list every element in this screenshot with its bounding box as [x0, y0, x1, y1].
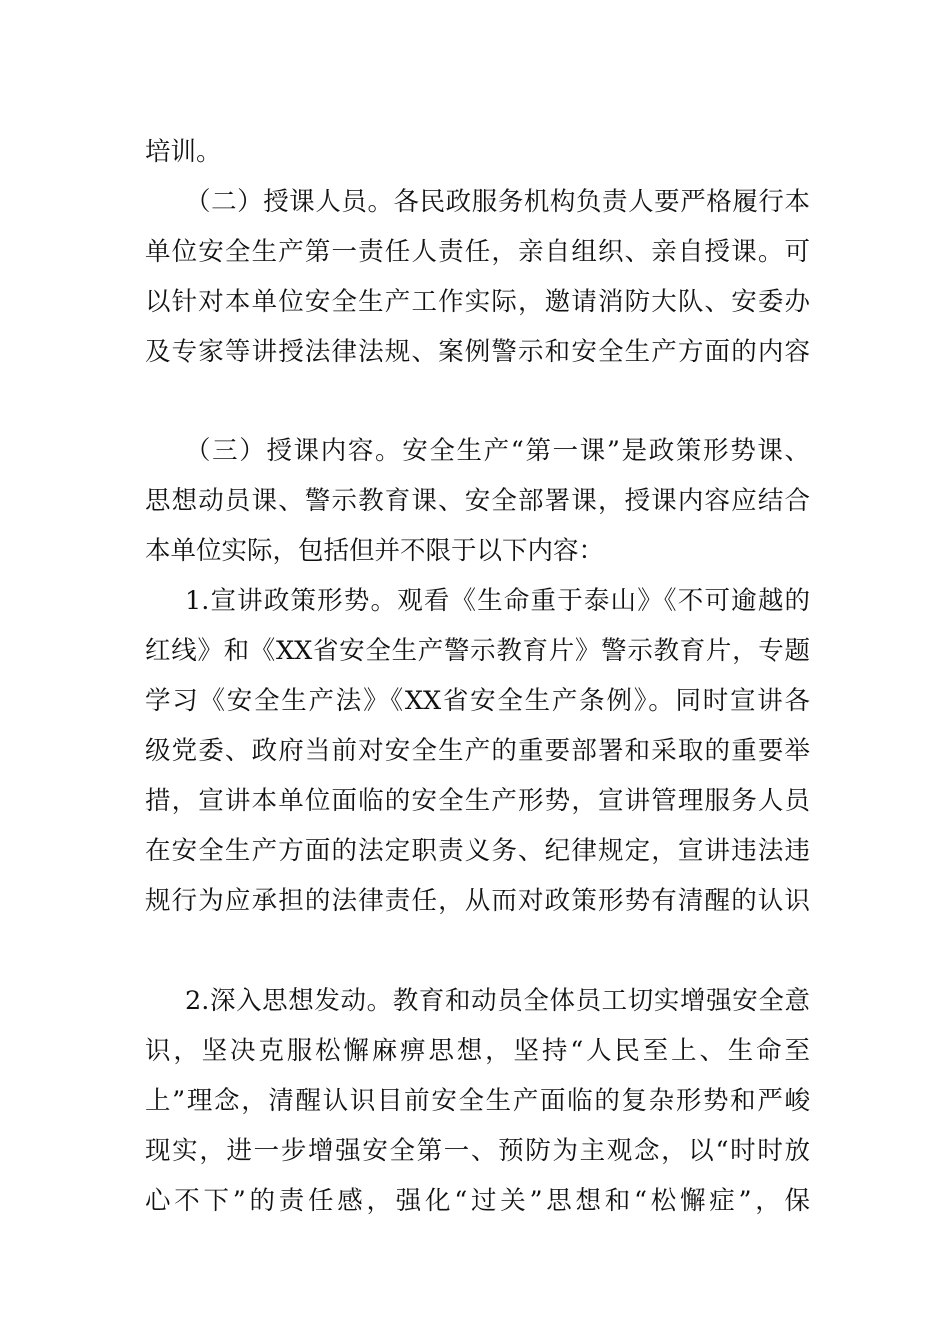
text-line: 红线》和《XX省安全生产警示教育片》警示教育片，专题 [145, 636, 810, 666]
text-line: 单位安全生产第一责任人责任，亲自组织、亲自授课。可 [145, 237, 810, 267]
text-line: 级党委、政府当前对安全生产的重要部署和采取的重要举 [145, 736, 810, 766]
text-line: 学习《安全生产法》《XX省安全生产条例》。同时宣讲各 [145, 686, 810, 716]
text-line: 及专家等讲授法律法规、案例警示和安全生产方面的内容 [145, 337, 810, 367]
text-line: （二）授课人员。各民政服务机构负责人要严格履行本 [185, 187, 810, 217]
text-line: （三）授课内容。安全生产“第一课”是政策形势课、 [185, 436, 810, 466]
text-line: 规行为应承担的法律责任，从而对政策形势有清醒的认识 [145, 886, 810, 916]
text-line: 心不下”的责任感，强化“过关”思想和“松懈症”，保 [145, 1186, 810, 1216]
text-line: 2.深入思想发动。教育和动员全体员工切实增强安全意 [185, 986, 810, 1016]
text-line: 培训。 [145, 137, 222, 167]
text-line: 措，宣讲本单位面临的安全生产形势，宣讲管理服务人员 [145, 786, 810, 816]
text-line: 思想动员课、警示教育课、安全部署课，授课内容应结合 [145, 486, 810, 516]
text-line: 现实，进一步增强安全第一、预防为主观念，以“时时放 [145, 1136, 810, 1166]
text-line: 以针对本单位安全生产工作实际，邀请消防大队、安委办 [145, 287, 810, 317]
text-line: 1.宣讲政策形势。观看《生命重于泰山》《不可逾越的 [185, 586, 810, 616]
text-line: 本单位实际，包括但并不限于以下内容： [145, 536, 605, 566]
text-line: 在安全生产方面的法定职责义务、纪律规定，宣讲违法违 [145, 836, 810, 866]
text-line: 上”理念，清醒认识目前安全生产面临的复杂形势和严峻 [145, 1086, 810, 1116]
text-line: 识，坚决克服松懈麻痹思想，坚持“人民至上、生命至 [145, 1036, 810, 1066]
